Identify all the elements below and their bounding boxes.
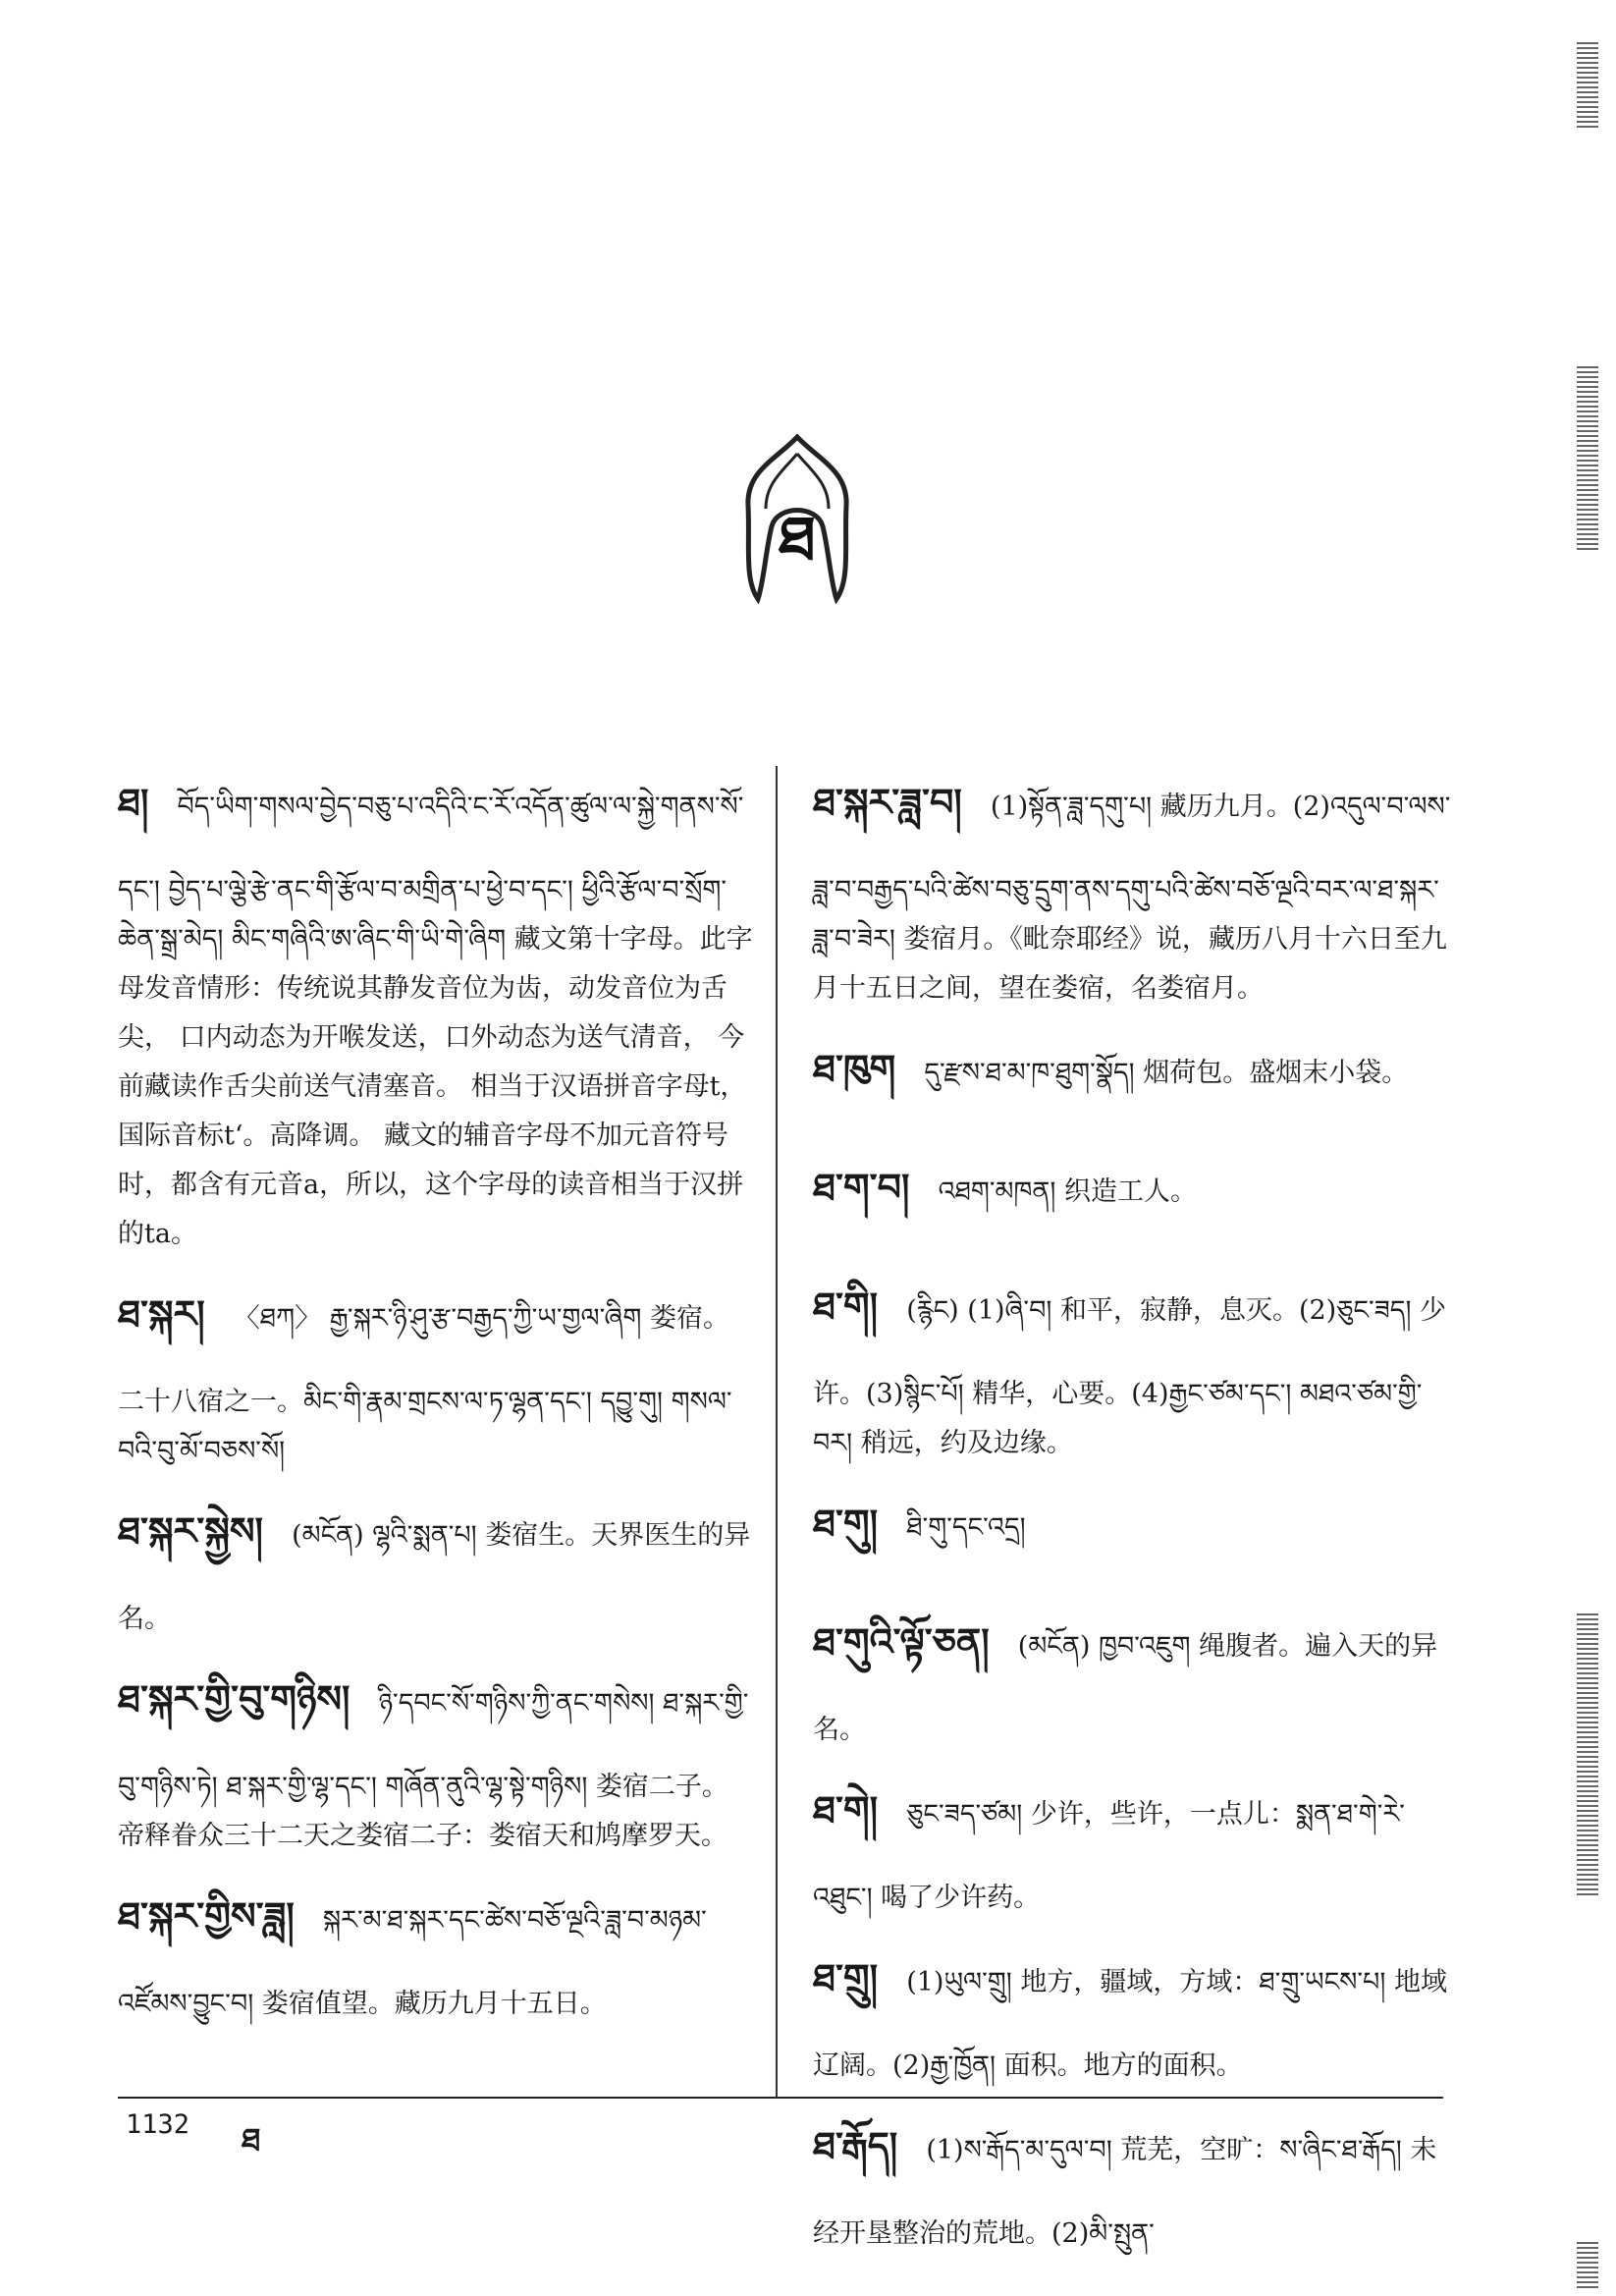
headword: ཐ་གི།	[813, 1284, 879, 1328]
headword: ཐ་གུའི་ལྟོ་ཅན།	[813, 1619, 990, 1664]
headword: ཐ་གུ།	[813, 1501, 879, 1545]
left-column	[118, 761, 754, 2043]
dictionary-entry	[118, 761, 754, 1259]
entry-body: བོད་ཡིག་གསལ་བྱེད་བཅུ་པ་འདིའི་ང་རོ་འདོན་ཚུལ་ལ་སྐྱེ་གནས་སོ་དང་། བྱེད་པ་ལྕེ་རྩེ་ནང་གི་རྩོལ་བ་མགྲིན་པ་ཕྱེ་བ་དང་། ཕྱིའི་རྩོལ་བ་སྲོག་ཆེན་སྒྲ་མེད། མིང་གཞིའི་ཨ་ཞིང་གི་ཡི་གེ་ཞིག 藏文第十字母。此字母发音情形：传统说其静发音位为齿，动发音位为舌尖， 口内动态为开喉发送，口外动态为送气清音， 今前藏读作舌尖前送气清塞音。 相当于汉语拼音字母t，国际音标tʻ。高降调。 藏文的辅音字母不加元音符号时，都含有元音a，所以，这个字母的读音相当于汉拼的ta。	[118, 792, 753, 1249]
headword: ཐ་སྐར་ཟླ་བ།	[813, 780, 962, 824]
dictionary-entry	[118, 1875, 754, 2029]
entry-body: (མངོན) ལྷའི་སྨན་པ། 娄宿生。天界医生的异名。	[118, 1520, 751, 1634]
entry-body: དུ་རྫས་ཐ་མ་ཁ་ཐུག་སྣོད། 烟荷包。盛烟末小袋。	[924, 1058, 1409, 1088]
section-emblem	[738, 432, 856, 609]
entry-body: (མངོན) ཁྱབ་འཇུག 绳腹者。遍入天的异名。	[813, 1631, 1438, 1745]
dictionary-entry	[118, 1490, 754, 1644]
dictionary-entry	[813, 1601, 1451, 1755]
scan-edge-mark	[1577, 1611, 1598, 1895]
dictionary-entry	[813, 1146, 1451, 1251]
headword: ཐ་གེ།	[813, 1787, 879, 1831]
entry-body: 〈ཐཀ〉 རྒྱ་སྐར་ཉི་ཤུ་རྩ་བརྒྱད་ཀྱི་ཡ་གྱལ་ཞིག 娄宿。二十八宿之一。མིང་གི་རྣམ་གྲངས་ལ་ཏ་ལྷན་དང་། དབྱུ་གུ། གསལ་བའི་བུ་མོ་བཅས་སོ།	[118, 1303, 732, 1466]
entry-body: (1)ཡུལ་གྲུ། 地方，疆域，方域：ཐ་གྲུ་ཡངས་པ། 地域辽阔。(2)རྒྱ་ཁྱོན། 面积。地方的面积。	[813, 1967, 1447, 2081]
headword: ཐ་སྐར་གྱིས་ཟླ།	[118, 1893, 295, 1938]
dictionary-entry	[813, 1482, 1451, 1587]
footer-section-letter: ཐ	[242, 2121, 261, 2159]
page-number: 1132	[126, 2109, 190, 2140]
dictionary-entry	[813, 2105, 1451, 2259]
scan-edge-mark	[1577, 363, 1598, 550]
headword: ཐ་ཁུག	[813, 1046, 896, 1090]
footer-rule	[118, 2097, 1443, 2099]
dictionary-entry	[813, 1265, 1451, 1468]
section-letter: ཐ	[779, 503, 816, 574]
right-column	[813, 761, 1451, 2272]
entry-body: ཐི་གུ་དང་འདྲ།	[906, 1512, 1026, 1543]
entry-body: འཐག་མཁན། 织造工人。	[938, 1176, 1197, 1207]
entry-body: (1)ས་རྒོད་མ་དུལ་བ། 荒芜，空旷：ས་ཞིང་ཐ་རྒོད། 未经开垦整治的荒地。(2)མི་སྤུན་	[813, 2135, 1437, 2249]
dictionary-entry	[813, 761, 1451, 1013]
entry-body: (1)སྟོན་ཟླ་དགུ་པ། 藏历九月。(2)འདུལ་བ་ལས་ཟླ་བ་བརྒྱད་པའི་ཚེས་བཅུ་དྲུག་ནས་དགུ་པའི་ཚེས་བཅོ་ལྔའི་བར་ལ་ཐ་སྐར་ཟླ་བ་ཟེར། 娄宿月。《毗奈耶经》说，藏历八月十六日至九月十五日之间，望在娄宿，名娄宿月。	[813, 792, 1451, 1004]
scan-edge-mark	[1577, 2239, 1598, 2288]
headword: ཐ་སྐར་སྐྱེས།	[118, 1508, 263, 1553]
dictionary-entry	[118, 1658, 754, 1861]
scan-edge-mark	[1577, 39, 1598, 128]
headword: ཐ་རྒོད།	[813, 2123, 898, 2167]
dictionary-entry	[813, 1027, 1451, 1132]
column-divider	[776, 766, 778, 2097]
dictionary-entry	[813, 1937, 1451, 2091]
headword: ཐ་ག་བ།	[813, 1165, 910, 1209]
entry-body: (རྙིང) (1)ཞི་བ། 和平，寂静，息灭。(2)ཅུང་ཟད། 少许。(3)སྙིང་པོ། 精华，心要。(4)རྒྱང་ཙམ་དང་། མཐའ་ཙམ་གྱི་བར། 稍远，约及边缘。	[813, 1295, 1447, 1458]
entry-body: ཅུང་ཟད་ཙམ། 少许，些许，一点儿：སྨན་ཐ་གེ་རེ་འཐུང་། 喝了少许药。	[813, 1799, 1405, 1913]
entry-body: སྐར་མ་ཐ་སྐར་དང་ཚེས་བཅོ་ལྔའི་ཟླ་བ་མཉམ་འཛོམས་བྱུང་བ། 娄宿值望。藏历九月十五日。	[118, 1905, 707, 2019]
dictionary-entry	[118, 1273, 754, 1476]
dictionary-entry	[813, 1769, 1451, 1923]
headword: ཐ་སྐར།	[118, 1291, 205, 1336]
headword: ཐ་གྲུ།	[813, 1955, 879, 1999]
headword: ཐ།	[118, 780, 149, 824]
entry-body: ཉི་དབང་སོ་གཉིས་ཀྱི་ནང་གསེས། ཐ་སྐར་གྱི་བུ་གཉིས་ཏེ། ཐ་སྐར་གྱི་ལྷ་དང་། གཞོན་ནུའི་ལྷ་སྟེ་གཉིས། 娄宿二子。帝释眷众三十二天之娄宿二子：娄宿天和鸠摩罗天。	[118, 1688, 749, 1851]
headword: ཐ་སྐར་གྱི་བུ་གཉིས།	[118, 1676, 350, 1721]
